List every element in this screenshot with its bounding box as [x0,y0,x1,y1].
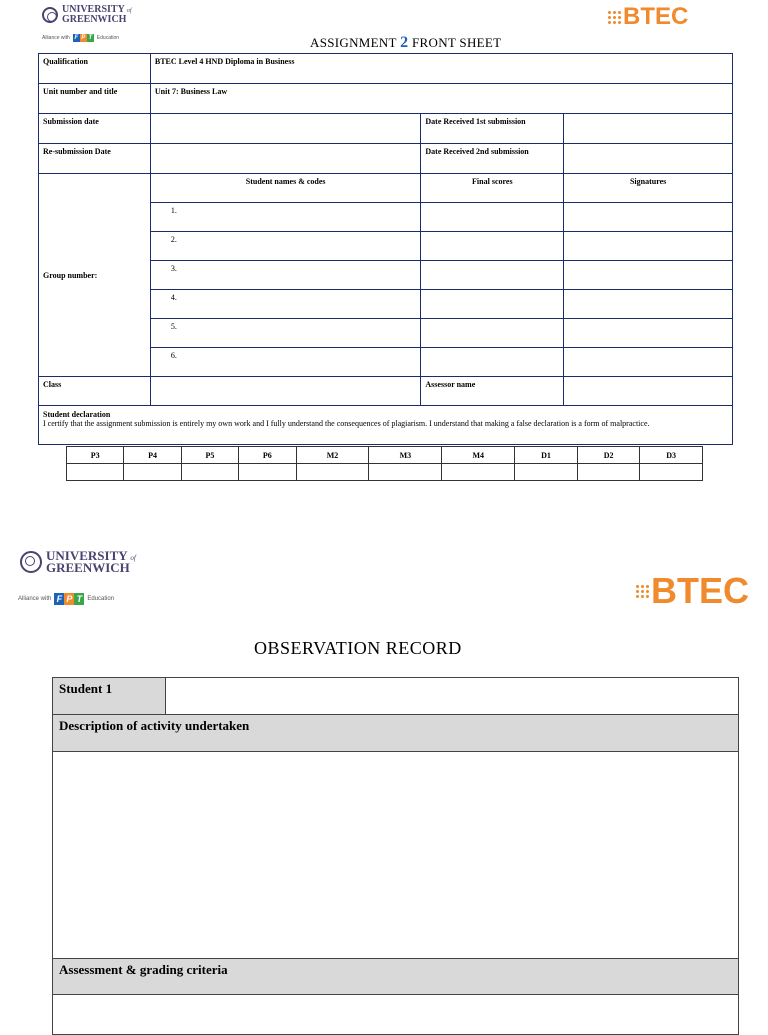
signature-field[interactable] [564,203,733,232]
signature-field[interactable] [564,319,733,348]
unit-label: Unit number and title [39,84,151,114]
unit-value: Unit 7: Business Law [150,84,732,114]
date-received-1-label: Date Received 1st submission [421,114,564,144]
qualification-value: BTEC Level 4 HND Diploma in Business [150,54,732,84]
signature-field[interactable] [564,348,733,377]
signature-field[interactable] [564,232,733,261]
criterion-m2: M2 [296,447,369,464]
logo-greenwich-text: GREENWICH [62,13,127,25]
grade-criteria-header-row [67,447,703,464]
assessor-name-label: Assessor name [421,377,564,406]
criterion-d3: D3 [640,447,703,464]
student-label: Student 1 [53,678,166,715]
criterion-d1: D1 [515,447,578,464]
student-name-field[interactable] [165,678,738,715]
logo-greenwich-text: GREENWICH [46,560,130,576]
criterion-p6: P6 [239,447,296,464]
qualification-row [39,54,733,84]
student-declaration [39,406,733,445]
criterion-m4: M4 [442,447,515,464]
resubmission-date-field[interactable] [150,144,421,174]
grade-cell[interactable] [296,464,369,481]
final-score-field[interactable] [421,261,564,290]
criterion-p4: P4 [124,447,181,464]
description-row [53,752,739,959]
class-field[interactable] [150,377,421,406]
observation-record-title: OBSERVATION RECORD [254,638,462,658]
assessment-row [53,995,739,1035]
resubmission-date-row [39,144,733,174]
submission-date-label: Submission date [39,114,151,144]
date-received-1-field[interactable] [564,114,733,144]
student-row [53,678,739,715]
assessor-name-field[interactable] [564,377,733,406]
description-field[interactable] [53,752,739,959]
grade-criteria-value-row [67,464,703,481]
greenwich-crest-icon [20,551,42,573]
grade-cell[interactable] [369,464,442,481]
student-row-number[interactable]: 6. [150,348,421,377]
grade-cell[interactable] [181,464,238,481]
student-names-header: Student names & codes [150,174,421,203]
date-received-2-field[interactable] [564,144,733,174]
description-header-row [53,715,739,752]
final-score-field[interactable] [421,203,564,232]
unit-row [39,84,733,114]
student-row-number[interactable]: 2. [150,232,421,261]
student-row-number[interactable]: 4. [150,290,421,319]
assessment-label: Assessment & grading criteria [53,959,739,995]
fpt-alliance-logo: Alliance with F P T Education [42,35,120,41]
assessment-header-row [53,959,739,995]
final-score-field[interactable] [421,348,564,377]
grading-criteria-table [66,446,703,481]
btec-dots-icon [608,11,621,24]
assignment-front-sheet-title: ASSIGNMENT 2 FRONT SHEET [310,34,502,51]
logo-university-text: UNIVERSITY of [62,4,132,15]
declaration-row [39,406,733,445]
signature-field[interactable] [564,290,733,319]
grade-cell[interactable] [239,464,296,481]
observation-record-table [52,677,739,1035]
declaration-title: Student declaration [43,410,111,419]
assessment-field[interactable] [53,995,739,1035]
date-received-2-label: Date Received 2nd submission [421,144,564,174]
front-sheet-table [38,53,733,445]
group-number-label: Group number: [39,174,151,377]
submission-date-row [39,114,733,144]
university-of-greenwich-logo [42,5,132,24]
fpt-alliance-logo-2: Alliance with F P T Education [18,594,115,604]
university-of-greenwich-logo-2 [20,550,136,575]
final-score-field[interactable] [421,290,564,319]
student-row-number[interactable]: 3. [150,261,421,290]
final-scores-header: Final scores [421,174,564,203]
final-score-field[interactable] [421,319,564,348]
final-score-field[interactable] [421,232,564,261]
grade-cell[interactable] [442,464,515,481]
grade-cell[interactable] [515,464,578,481]
criterion-p5: P5 [181,447,238,464]
student-row-number[interactable]: 1. [150,203,421,232]
grade-cell[interactable] [640,464,703,481]
btec-logo-2: BTEC [636,570,749,612]
description-label: Description of activity undertaken [53,715,739,752]
btec-logo: BTEC [608,3,688,31]
greenwich-crest-icon [42,7,58,23]
declaration-text: I certify that the assignment submission is entirely my own work and I fully understand the consequences of plagiarism. I understand that making a false declaration is a form of malpractice. [43,419,650,428]
grade-cell[interactable] [124,464,181,481]
submission-date-field[interactable] [150,114,421,144]
signature-field[interactable] [564,261,733,290]
resubmission-date-label: Re-submission Date [39,144,151,174]
logo-university-text: UNIVERSITY of [46,548,136,563]
criterion-m3: M3 [369,447,442,464]
criterion-d2: D2 [577,447,640,464]
grade-cell[interactable] [577,464,640,481]
student-row-number[interactable]: 5. [150,319,421,348]
class-label: Class [39,377,151,406]
grade-cell[interactable] [67,464,124,481]
criterion-p3: P3 [67,447,124,464]
qualification-label: Qualification [39,54,151,84]
signatures-header: Signatures [564,174,733,203]
btec-dots-icon [636,585,649,598]
group-header-row [39,174,733,203]
class-row [39,377,733,406]
